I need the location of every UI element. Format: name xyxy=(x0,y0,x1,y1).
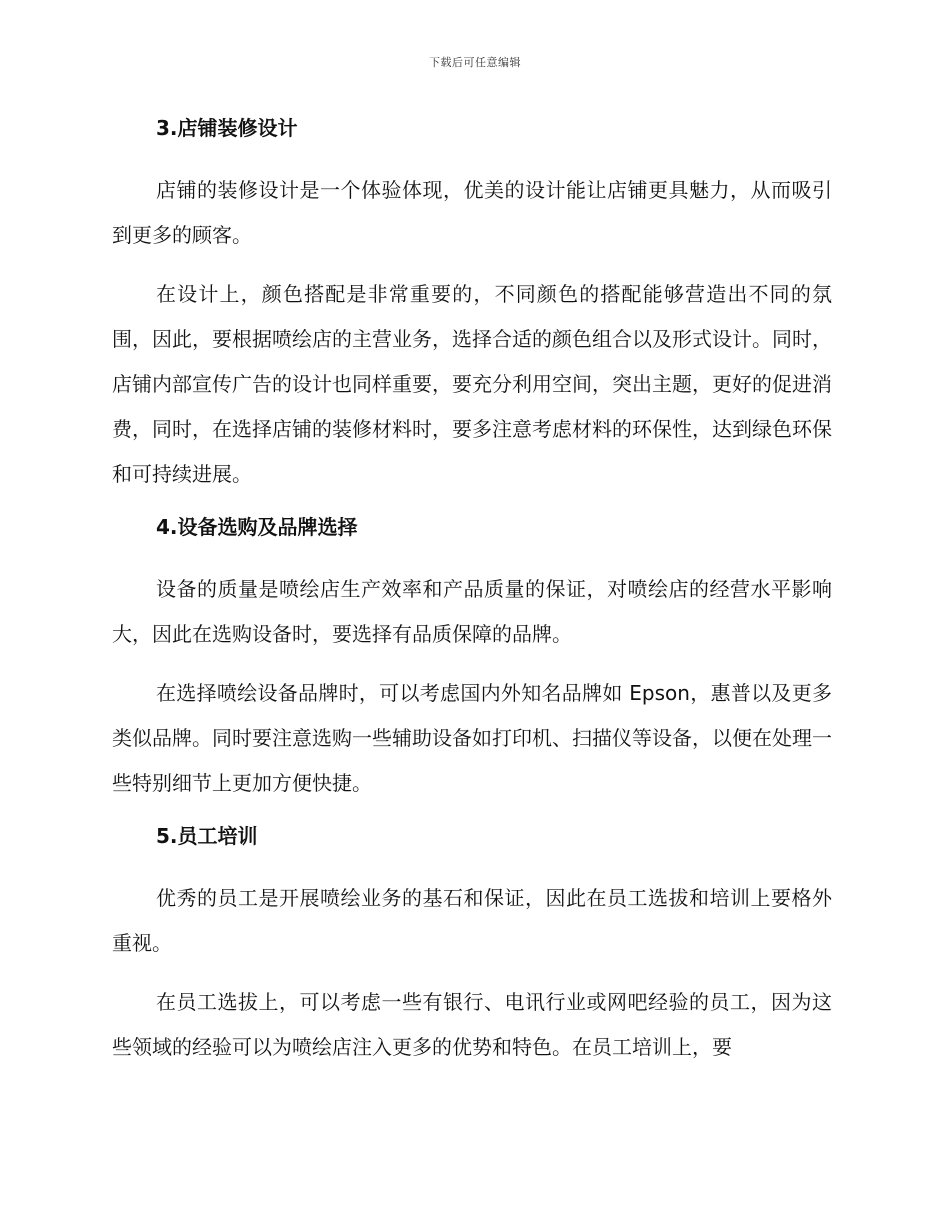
section-heading-staff-training: 5.员工培训 xyxy=(156,824,258,848)
paragraph: 优秀的员工是开展喷绘业务的基石和保证，因此在员工选拔和培训上要格外重视。 xyxy=(112,886,832,955)
section-heading-store-decoration: 3.店铺装修设计 xyxy=(156,116,298,140)
paragraph: 在员工选拔上，可以考虑一些有银行、电讯行业或网吧经验的员工，因为这些领域的经验可以为喷绘店注入更多的优势和特色。在员工培训上，要 xyxy=(112,990,832,1059)
document-body xyxy=(112,112,832,1084)
page-header-note: 下载后可任意编辑 xyxy=(429,56,521,69)
paragraph: 在选择喷绘设备品牌时，可以考虑国内外知名品牌如 Epson，惠普以及更多类似品牌。同时要注意选购一些辅助设备如打印机、扫描仪等设备，以便在处理一些特别细节上更加方便快捷。 xyxy=(112,681,832,795)
paragraph: 店铺的装修设计是一个体验体现，优美的设计能让店铺更具魅力，从而吸引到更多的顾客。 xyxy=(112,178,832,247)
paragraph: 设备的质量是喷绘店生产效率和产品质量的保证，对喷绘店的经营水平影响大，因此在选购设备时，要选择有品质保障的品牌。 xyxy=(112,577,832,646)
paragraph: 在设计上，颜色搭配是非常重要的，不同颜色的搭配能够营造出不同的氛围，因此，要根据喷绘店的主营业务，选择合适的颜色组合以及形式设计。同时，店铺内部宣传广告的设计也同样重要，要充分利用空间，突出主题，更好的促进消费，同时，在选择店铺的装修材料时，要多注意考虑材料的环保性，达到绿色环保和可持续进展。 xyxy=(112,282,832,486)
section-heading-equipment-selection: 4.设备选购及品牌选择 xyxy=(156,515,358,539)
